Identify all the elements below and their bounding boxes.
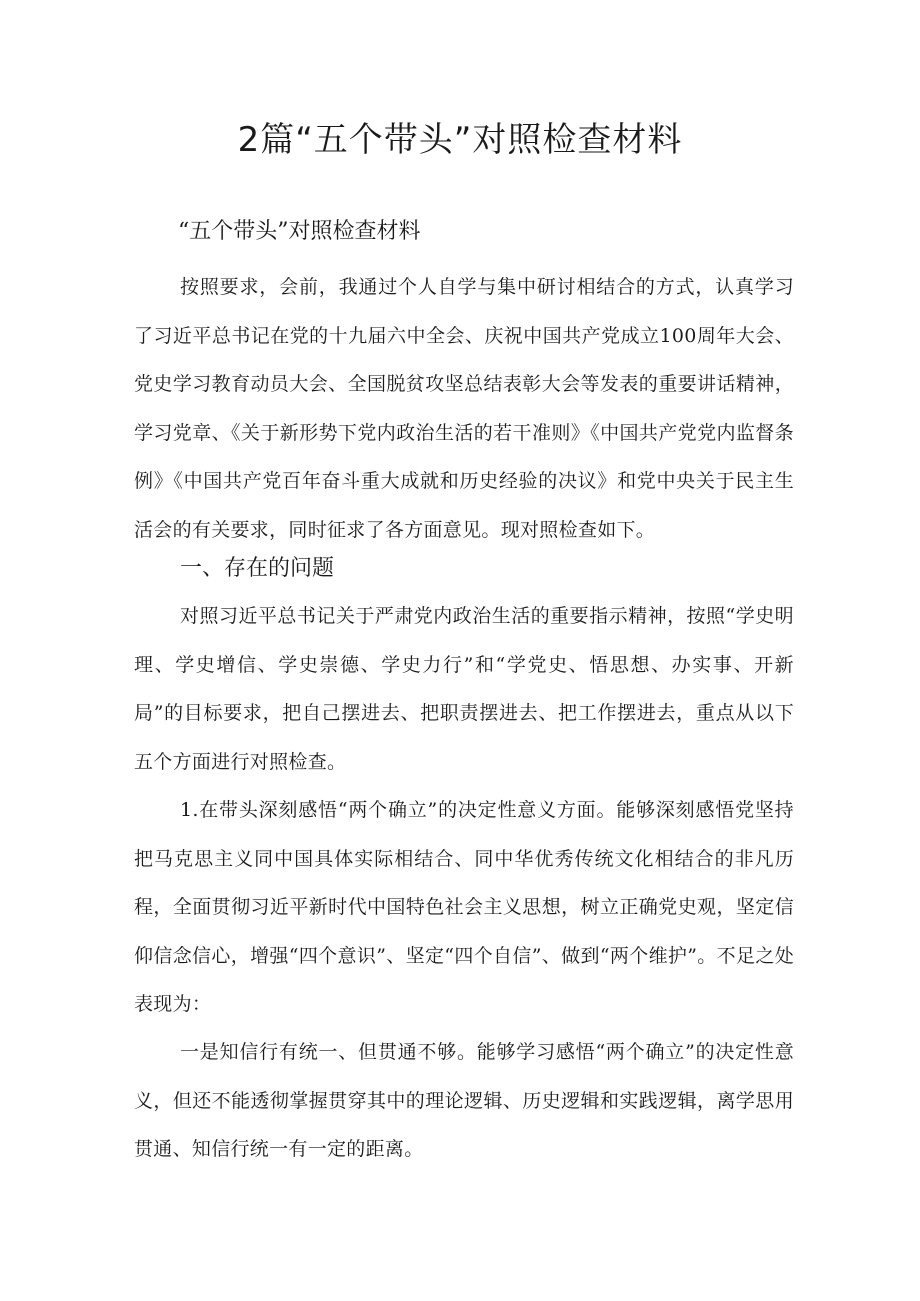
intro-paragraph: 按照要求，会前，我通过个人自学与集中研讨相结合的方式，认真学习了习近平总书记在党的十九届六中全会、庆祝中国共产党成立100周年大会、党史学习教育动员大会、全国脱贫攻坚总结表彰大会等发表的重要讲话精神，学习党章、《关于新形势下党内政治生活的若干准则》《中国共产党党内监督条例》《中国共产党百年奋斗重大成就和历史经验的决议》和党中央关于民主生活会的有关要求，同时征求了各方面意见。现对照检查如下。	[134, 276, 794, 541]
document-subtitle: “五个带头”对照检查材料	[178, 219, 421, 244]
item-1-point-1-paragraph: 一是知信行有统一、但贯通不够。能够学习感悟“两个确立”的决定性意义，但还不能透彻掌握贯穿其中的理论逻辑、历史逻辑和实践逻辑，离学思用贯通、知信行统一有一定的距离。	[134, 1041, 794, 1161]
item-1-paragraph: 1.在带头深刻感悟“两个确立”的决定性意义方面。能够深刻感悟党坚持把马克思主义同中国具体实际相结合、同中华优秀传统文化相结合的非凡历程，全面贯彻习近平新时代中国特色社会主义思想，树立正确党史观，坚定信仰信念信心，增强“四个意识”、坚定“四个自信”、做到“两个维护”。不足之处表现为：	[134, 799, 794, 1016]
section-intro-paragraph: 对照习近平总书记关于严肃党内政治生活的重要指示精神，按照“学史明理、学史增信、学史崇德、学史力行”和“学党史、悟思想、办实事、开新局”的目标要求，把自己摆进去、把职责摆进去、把工作摆进去，重点从以下五个方面进行对照检查。	[134, 605, 794, 773]
document-title: 2篇“五个带头”对照检查材料	[237, 120, 683, 160]
section-heading: 一、存在的问题	[180, 556, 335, 581]
